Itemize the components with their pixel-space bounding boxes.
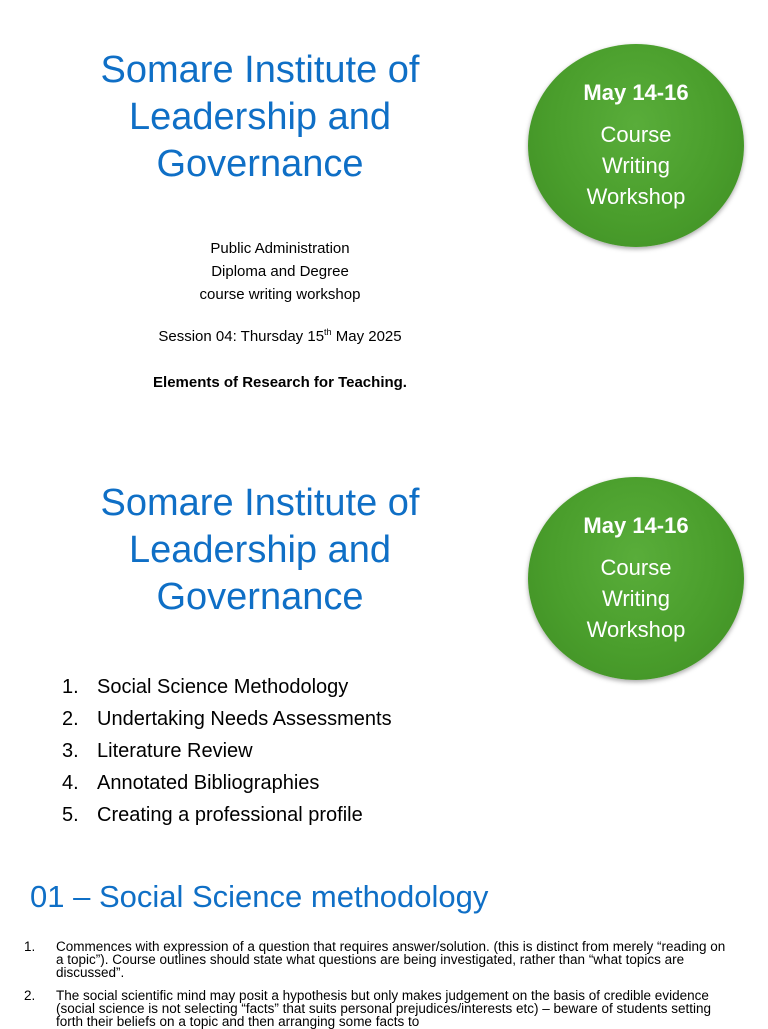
list-label: Undertaking Needs Assessments (97, 708, 392, 730)
badge-line: Workshop (586, 184, 686, 209)
institute-title: Somare Institute of Leadership and Governance (100, 49, 420, 185)
list-number: 5. (62, 804, 79, 826)
list-label: Literature Review (97, 740, 253, 762)
badge-line: Workshop (586, 617, 686, 642)
list-number: 1. (62, 676, 79, 698)
list-label: Creating a professional profile (97, 804, 363, 826)
paragraph-text: The social scientific mind may posit a hypothesis but only makes judgement on the basis of credible evidence (social science is not selecting “facts” that suits personal prejudices/interests etc) – beware of students setting forth their beliefs on a topic and then arranging some facts to (56, 988, 712, 1029)
badge-label (528, 119, 744, 212)
list-number: 4. (62, 772, 79, 794)
list-item (62, 767, 392, 799)
title-slide (0, 0, 768, 433)
list-item (62, 671, 392, 703)
session-prefix: Session 04: Thursday 15 (158, 328, 325, 345)
subtitle-line: Public Administration (210, 240, 350, 257)
badge-date: May 14-16 (583, 80, 689, 105)
list-label: Annotated Bibliographies (97, 772, 320, 794)
list-label: Social Science Methodology (97, 676, 349, 698)
list-item (62, 799, 392, 831)
badge-line: Writing (601, 153, 671, 178)
institute-title: Somare Institute of Leadership and Governance (100, 482, 420, 618)
workshop-subtitle (60, 237, 500, 306)
workshop-badge (528, 477, 744, 680)
outline-slide (0, 433, 768, 866)
badge-date: May 14-16 (583, 513, 689, 538)
badge-line: Course (600, 555, 672, 580)
session-topic: Elements of Research for Teaching. (153, 374, 407, 391)
session-date (60, 328, 500, 345)
list-item (62, 735, 392, 767)
subtitle-line: Diploma and Degree (211, 263, 349, 280)
session-ordinal: th (324, 327, 332, 337)
badge-line: Writing (601, 586, 671, 611)
topic-list (62, 671, 392, 831)
badge-line: Course (600, 122, 672, 147)
paragraph-number: 2. (24, 988, 36, 1003)
list-number: 2. (62, 708, 79, 730)
subtitle-line: course writing workshop (199, 286, 361, 303)
list-number: 3. (62, 740, 79, 762)
badge-label (528, 552, 744, 645)
list-item (62, 703, 392, 735)
workshop-badge (528, 44, 744, 247)
paragraph-text: Commences with expression of a question that requires answer/solution. (this is distinct from merely “reading on a topic”). Course outlines should state what questions are being investigated, rather than “what topics are discussed”. (56, 939, 726, 980)
methodology-slide (0, 866, 768, 1029)
session-rest: May 2025 (331, 328, 402, 345)
paragraph-number: 1. (24, 939, 36, 954)
section-heading: 01 – Social Science methodology (30, 879, 489, 914)
